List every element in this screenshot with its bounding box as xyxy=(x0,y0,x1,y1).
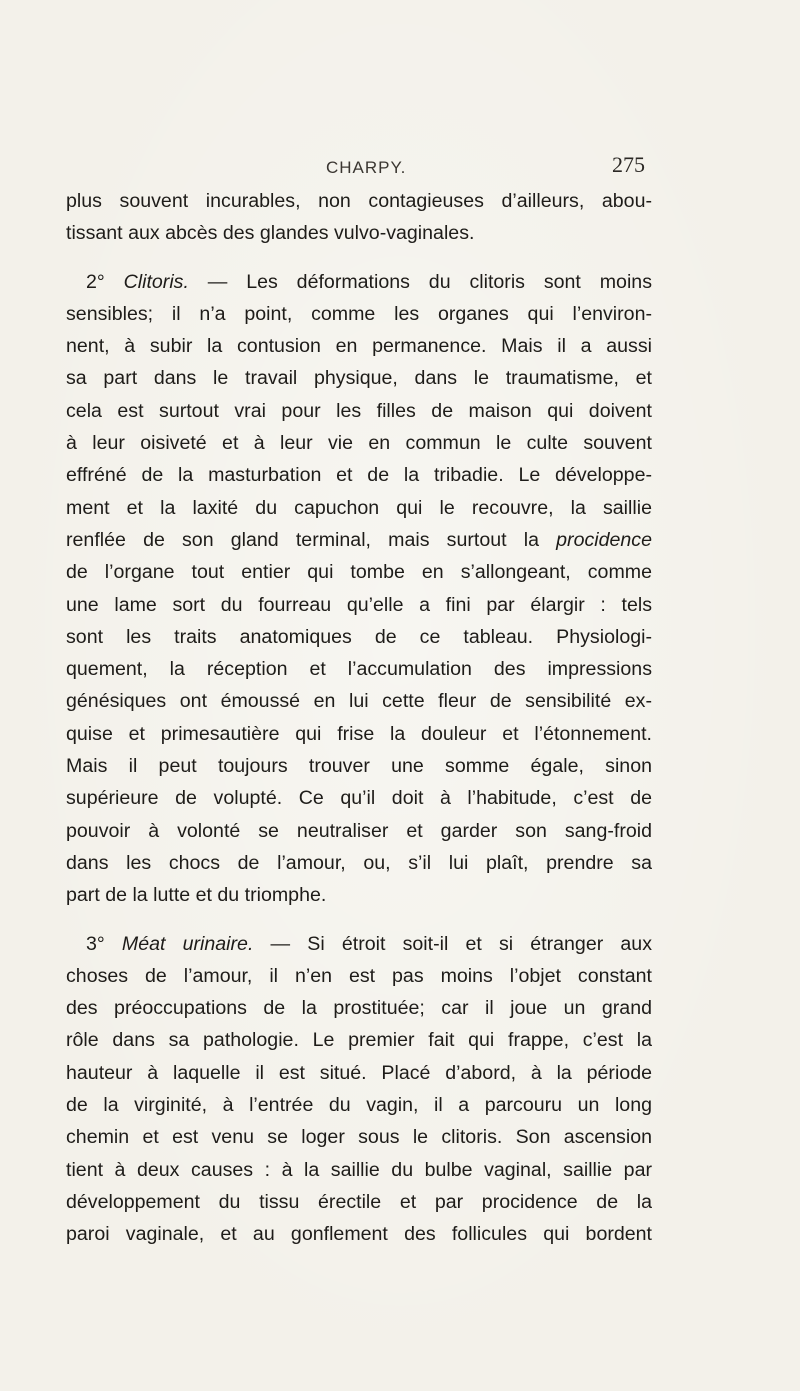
line-text: sensibles; il n’a point, comme les organes qui l’environ- xyxy=(66,302,652,325)
line-text: chemin et est venu se loger sous le clitoris. Son ascension xyxy=(66,1126,652,1149)
line-16 xyxy=(66,685,652,717)
line-text: cela est surtout vrai pour les filles de maison qui doivent xyxy=(66,399,652,422)
line-22 xyxy=(66,879,652,911)
line-25 xyxy=(66,992,652,1024)
line-text: génésiques ont émoussé en lui cette fleur de sensibilité ex- xyxy=(66,690,652,713)
line-09 xyxy=(66,459,652,491)
line-text: quise et primesautière qui frise la douleur et l’étonnement. xyxy=(66,722,652,745)
line-text: quement, la réception et l’accumulation des impressions xyxy=(66,658,652,681)
line-04 xyxy=(66,298,652,330)
line-14 xyxy=(66,621,652,653)
line-text: tissant aux abcès des glandes vulvo-vaginales. xyxy=(66,222,475,245)
line-text: renflée de son gland terminal, mais surtout la xyxy=(66,528,557,551)
line-text: tient à deux causes : à la saillie du bulbe vaginal, saillie par xyxy=(66,1158,652,1181)
italic-heading-text: procidence xyxy=(556,528,652,551)
line-12 xyxy=(66,556,652,588)
line-text: sont les traits anatomiques de ce tableau. Physiologi- xyxy=(66,625,652,648)
line-01 xyxy=(66,185,652,217)
line-23 xyxy=(66,928,652,960)
line-26 xyxy=(66,1024,652,1056)
line-text: paroi vaginale, et au gonflement des follicules qui bordent xyxy=(66,1223,652,1246)
line-13 xyxy=(66,589,652,621)
line-text: effréné de la masturbation et de la tribadie. Le développe- xyxy=(66,464,652,487)
line-text: dans les chocs de l’amour, ou, s’il lui plaît, prendre sa xyxy=(66,851,652,874)
line-17 xyxy=(66,718,652,750)
line-text: pouvoir à volonté se neutraliser et garder son sang-froid xyxy=(66,819,652,842)
line-08 xyxy=(66,427,652,459)
line-text: hauteur à laquelle il est situé. Placé d’abord, à la période xyxy=(66,1061,652,1084)
italic-heading-text: Clitoris. xyxy=(123,270,189,293)
line-03 xyxy=(66,266,652,298)
line-text: plus souvent incurables, non contagieuses d’ailleurs, abou- xyxy=(66,190,652,212)
running-title: CHARPY. xyxy=(326,158,407,177)
line-32 xyxy=(66,1218,652,1250)
line-07 xyxy=(66,395,652,427)
line-27 xyxy=(66,1057,652,1089)
line-text: 3° xyxy=(86,932,122,955)
line-text: de l’organe tout entier qui tombe en s’allongeant, comme xyxy=(66,561,652,584)
page-number: 275 xyxy=(612,152,645,177)
line-29 xyxy=(66,1121,652,1153)
line-10 xyxy=(66,492,652,524)
line-06 xyxy=(66,362,652,394)
line-02 xyxy=(66,217,652,249)
paragraph-gap xyxy=(66,912,652,928)
line-18 xyxy=(66,750,652,782)
paragraph-gap xyxy=(66,250,652,266)
line-text: développement du tissu érectile et par procidence de la xyxy=(66,1190,652,1213)
line-30 xyxy=(66,1154,652,1186)
line-text: 2° xyxy=(86,270,124,293)
line-text: sa part dans le travail physique, dans le traumatisme, et xyxy=(66,367,652,390)
line-text: part de la lutte et du triomphe. xyxy=(66,884,327,907)
line-text: — Si étroit soit-il et si étranger aux xyxy=(253,932,652,955)
line-text: à leur oisiveté et à leur vie en commun le culte souvent xyxy=(66,432,652,455)
body-text xyxy=(66,185,652,1251)
line-05 xyxy=(66,330,652,362)
line-text: de la virginité, à l’entrée du vagin, il a parcouru un long xyxy=(66,1094,652,1117)
line-text: ment et la laxité du capuchon qui le recouvre, la saillie xyxy=(66,496,652,519)
line-31 xyxy=(66,1186,652,1218)
line-text: des préoccupations de la prostituée; car il joue un grand xyxy=(66,997,652,1020)
running-head xyxy=(0,150,800,180)
line-15 xyxy=(66,653,652,685)
line-text: une lame sort du fourreau qu’elle a fini par élargir : tels xyxy=(66,593,652,616)
line-24 xyxy=(66,960,652,992)
line-text: rôle dans sa pathologie. Le premier fait qui frappe, c’est la xyxy=(66,1029,652,1052)
line-text: supérieure de volupté. Ce qu’il doit à l’habitude, c’est de xyxy=(66,787,652,810)
italic-heading-text: Méat urinaire. xyxy=(121,932,254,955)
line-text: choses de l’amour, il n’en est pas moins l’objet constant xyxy=(66,964,652,987)
line-text: — Les déformations du clitoris sont moins xyxy=(188,270,652,293)
line-20 xyxy=(66,815,652,847)
line-11 xyxy=(66,524,652,556)
line-28 xyxy=(66,1089,652,1121)
line-21 xyxy=(66,847,652,879)
line-text: Mais il peut toujours trouver une somme égale, sinon xyxy=(66,755,652,778)
line-text: nent, à subir la contusion en permanence. Mais il a aussi xyxy=(66,335,652,358)
line-19 xyxy=(66,782,652,814)
